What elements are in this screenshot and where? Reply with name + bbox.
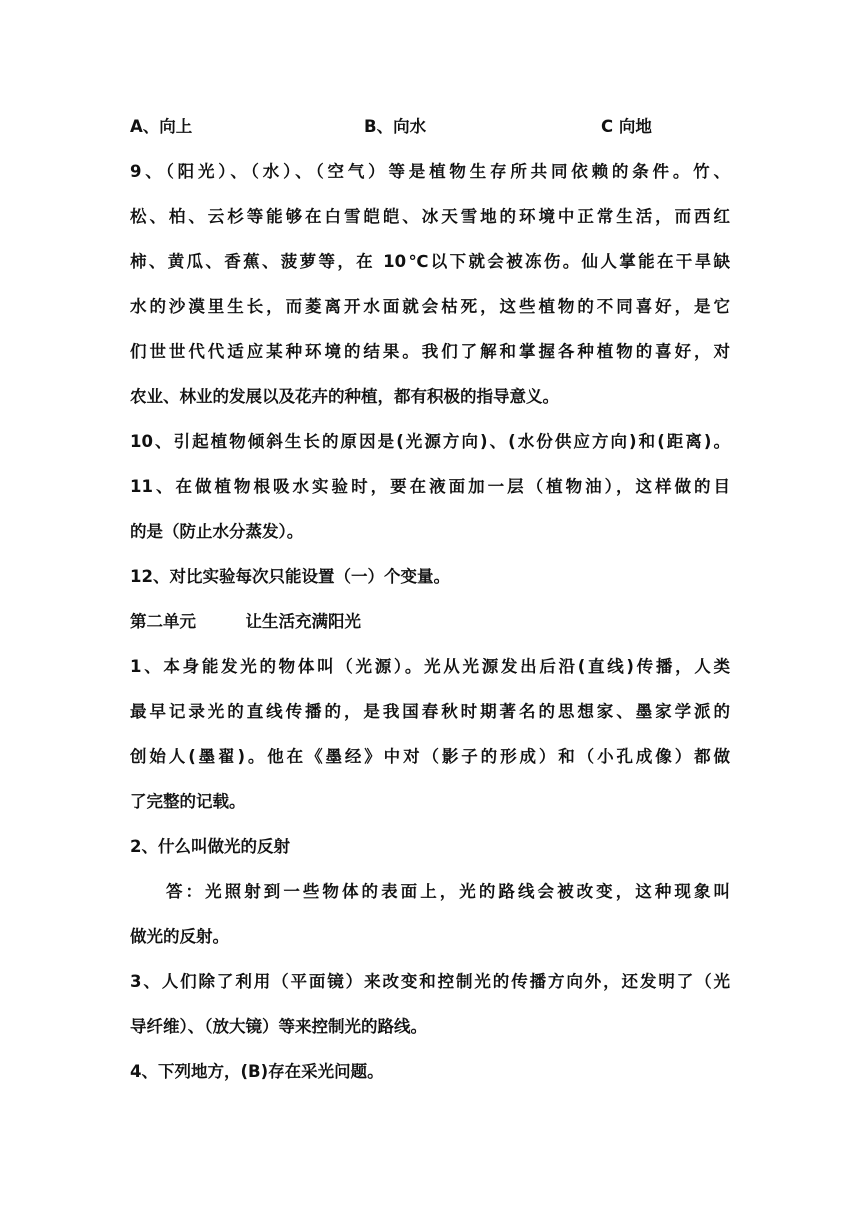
section-heading: 第二单元 让生活充满阳光	[130, 612, 361, 631]
text-line: 松、柏、云杉等能够在白雪皑皑、冰天雪地的环境中正常生活，而西红	[130, 207, 730, 226]
option-a: A、向上	[130, 117, 193, 136]
option-c: C 向地	[601, 117, 652, 136]
text-line: 了完整的记载。	[130, 792, 246, 811]
text-line: 柿、黄瓜、香蕉、菠萝等，在 10℃以下就会被冻伤。仙人掌能在干旱缺	[130, 252, 730, 271]
question-line: 2、什么叫做光的反射	[130, 837, 290, 856]
text-line: 的是（防止水分蒸发）。	[130, 522, 304, 541]
text-line: 1、本身能发光的物体叫（光源）。光从光源发出后沿(直线)传播，人类	[130, 657, 730, 676]
text-line: 们世世代代适应某种环境的结果。我们了解和掌握各种植物的喜好，对	[130, 342, 730, 361]
text-line: 水的沙漠里生长，而菱离开水面就会枯死，这些植物的不同喜好，是它	[130, 297, 730, 316]
text-line: 导纤维）、（放大镜）等来控制光的路线。	[130, 1017, 427, 1036]
text-line: 4、下列地方，(B)存在采光问题。	[130, 1062, 384, 1081]
text-line: 农业、林业的发展以及花卉的种植，都有积极的指导意义。	[130, 387, 559, 406]
text-line: 最早记录光的直线传播的，是我国春秋时期著名的思想家、墨家学派的	[130, 702, 730, 721]
answer-line: 答：光照射到一些物体的表面上，光的路线会被改变，这种现象叫	[166, 882, 730, 901]
text-line: 11、在做植物根吸水实验时，要在液面加一层（植物油），这样做的目	[130, 477, 730, 496]
text-line: 3、人们除了利用（平面镜）来改变和控制光的传播方向外，还发明了（光	[130, 972, 730, 991]
text-line: 创始人(墨翟)。他在《墨经》中对（影子的形成）和（小孔成像）都做	[130, 747, 730, 766]
option-b: B、向水	[364, 117, 427, 136]
text-line: 10、引起植物倾斜生长的原因是(光源方向)、(水份供应方向)和(距离)。	[130, 432, 730, 451]
answer-line: 做光的反射。	[130, 927, 229, 946]
text-line: 9、（阳光）、（水）、（空气）等是植物生存所共同依赖的条件。竹、	[130, 162, 730, 181]
text-line: 12、对比实验每次只能设置（一）个变量。	[130, 567, 450, 586]
